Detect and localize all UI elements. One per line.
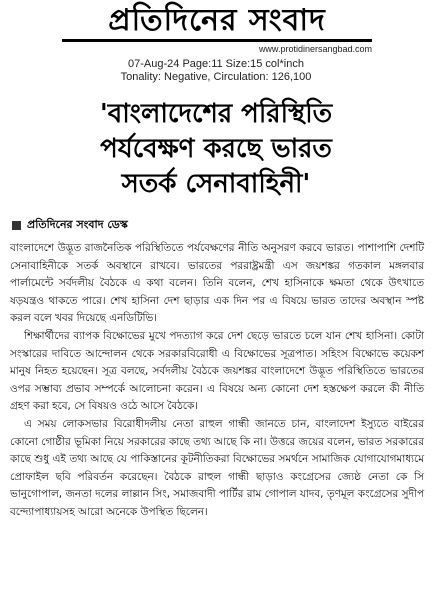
headline-line-2: পর্যবেক্ষণ করছে ভারত — [100, 134, 332, 164]
newspaper-url: www.protidinersangbad.com — [258, 44, 372, 54]
byline-bullet-icon — [12, 221, 21, 230]
article-body — [10, 240, 424, 522]
headline-line-1: 'বাংলাদেশের পরিস্থিতি — [99, 99, 333, 129]
newspaper-logo: প্রতিদিনের সংবাদ — [108, 3, 326, 38]
masthead-rule — [62, 39, 372, 42]
headline-line-3: সতর্ক সেনাবাহিনী' — [121, 169, 311, 199]
clip-metadata — [0, 58, 432, 84]
clip-meta-date-page: 07-Aug-24 Page:11 Size:15 col*inch — [128, 58, 304, 70]
article-paragraph: বাংলাদেশে উদ্ভূত রাজনৈতিক পরিস্থিতিতে পর্যবেক্ষণের নীতি অনুসরণ করবে ভারত। পাশাপাশি দেশটি সেনাবাহিনীকে সতর্ক অবস্থানে রাখবে। ভারতের পররাষ্ট্রমন্ত্রী এস জয়শঙ্কর গতকাল মঙ্গলবার পার্লামেন্টে সর্বদলীয় বৈঠকে এ কথা বলেন। তিনি বলেন, শেখ হাসিনাকে ক্ষমতা থেকে উৎখাতে ষড়যন্ত্রও থাকতে পারে। শেখ হাসিনা দেশ ছাড়ার এক দিন পর এ বিষয়ে ভারত তাদের অবস্থান স্পষ্ট করল বলে খবর দিয়েছে এনডিটিভি। — [10, 242, 424, 325]
article-paragraph: শিক্ষার্থীদের ব্যাপক বিক্ষোভের মুখে পদত্যাগ করে দেশ ছেড়ে ভারতে চলে যান শেখ হাসিনা। কোটা সংস্কারের দাবিতে আন্দোলন থেকে সরকারবিরোধী এ বিক্ষোভের সূত্রপাত। সহিংস বিক্ষোভে কয়েকশ মানুষ নিহত হয়েছেন। সূত্র বলছে, সর্বদলীয় বৈঠকে জয়শঙ্কর বাংলাদেশে উদ্ভূত পরিস্থিতিতে ভারতের ওপর সম্ভাব্য প্রভাব সম্পর্কে আলোচনা করেন। এ বিষয়ে অন্য কোনো দেশ হস্তক্ষেপ করলে কী নীতি গ্রহণ করা হবে, সে বিষয়ও ওঠে আসে বৈঠকে। — [10, 329, 424, 413]
masthead — [62, 3, 372, 54]
byline — [12, 216, 128, 234]
article-headline — [0, 97, 432, 202]
byline-text: প্রতিদিনের সংবাদ ডেস্ক — [27, 217, 128, 231]
clip-meta-tonality: Tonality: Negative, Circulation: 126,100 — [120, 71, 312, 83]
article-paragraph: এ সময় লোকসভার বিরোধীদলীয় নেতা রাহুল গান্ধী জানতে চান, বাংলাদেশ ইস্যুতে বাইরের কোনো গোষ্ঠীর ভূমিকা নিয়ে সরকারের কাছে তথ্য আছে কি না। উত্তরে জয়ের বলেন, ভারত সরকারের কাছে শুধু এই তথ্য আছে যে পাকিস্তানের কূটনীতিকরা বিক্ষোভের সমর্থনে সামাজিক যোগাযোগমাধ্যমে প্রোফাইল ছবি পরিবর্তন করেছেন। বৈঠকে রাহুল গান্ধী ছাড়াও কংগ্রেসের জ্যেষ্ঠ নেতা কে সি ভানুগোপাল, জনতা দলের লাল্লান সিং, সমাজবাদী পার্টির রাম গোপাল যাদব, তৃণমূল কংগ্রেসের সুদীপ বন্দ্যোপাধ্যায়সহ আরো অনেকে উপস্থিত ছিলেন। — [10, 417, 424, 518]
